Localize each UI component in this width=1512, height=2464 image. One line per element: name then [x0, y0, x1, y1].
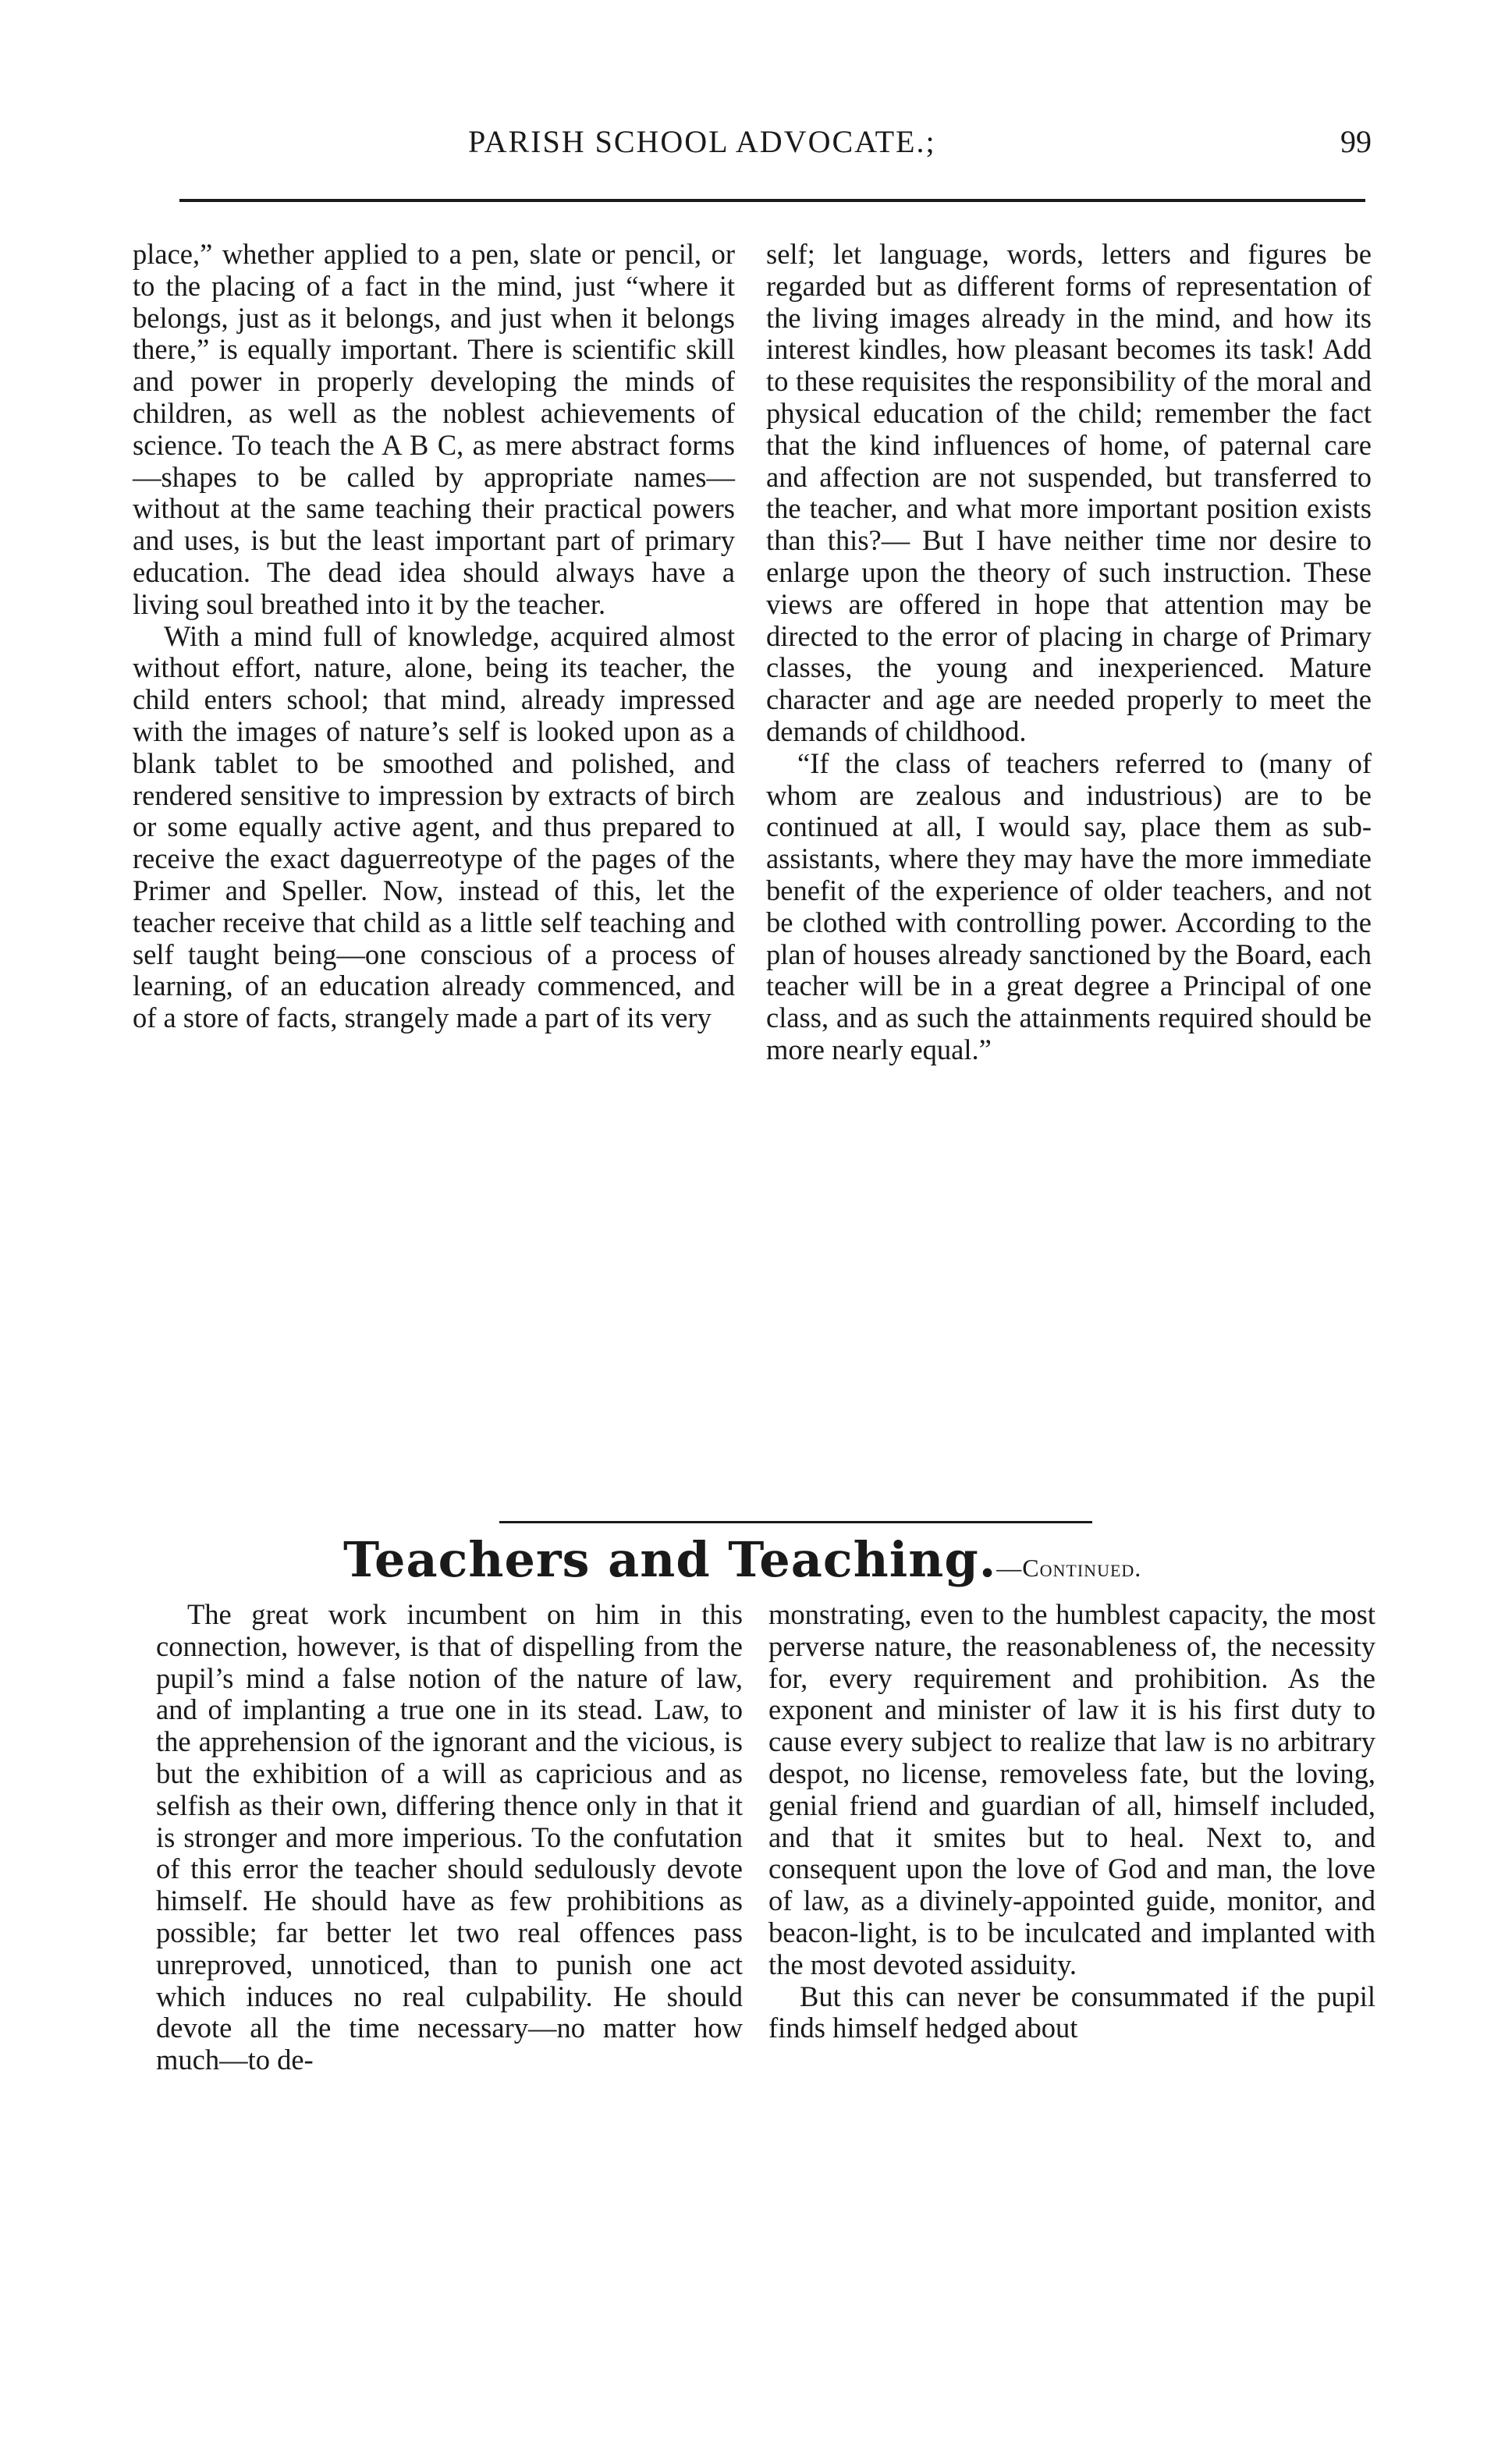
paragraph: The great work incumbent on him in this connection, however, is that of dispelling from the pupil’s mind a false notion of the nature of law, and of implanting a true one in its stead. Law, to the apprehension of the ignorant and the vicious, is but the exhibition of a will as capricious and as selfish as their own, differing thence only in that it is stronger and more imperious. To the confutation of this error the teacher should sedulously devote himself. He should have as few prohibitions as possible; far better let two real offences pass unreproved, unnoticed, than to punish one act which induces no real culpability. He should devote all the time necessary—no matter how much—to de-: [156, 1598, 743, 2076]
section-continued-label: —Continued.: [996, 1554, 1142, 1582]
paragraph: monstrating, even to the humblest capacity, the most perverse nature, the reasonableness of, the necessity for, every requirement and prohibition. As the exponent and minister of law it is his first duty to cause every subject to realize that law is no arbitrary despot, no license, removeless fate, but the loving, genial friend and guardian of all, himself included, and that it smites but to heal. Next to, and consequent upon the love of God and man, the love of law, as a divinely-appointed guide, monitor, and beacon-light, is to be inculcated and implanted with the most devoted assiduity.: [768, 1598, 1375, 1980]
top-left-column: [133, 239, 735, 1034]
paragraph: “If the class of teachers referred to (many of whom are zealous and industrious) are to be continued at all, I would say, place them as sub-assistants, where they may have the more immediate benefit of the experience of older teachers, and not be clothed with controlling power. According to the plan of houses already sanctioned by the Board, each teacher will be in a great degree a Principal of one class, and as such the attainments required should be more nearly equal.”: [766, 746, 1372, 1065]
running-title: PARISH SCHOOL ADVOCATE.;: [468, 124, 936, 159]
page-number: 99: [1340, 124, 1372, 159]
header-rule: [179, 199, 1365, 202]
paragraph: self; let language, words, letters and figures be regarded but as different forms of representation of the living images already in the mind, and how its interest kindles, how pleasant becomes its task! Add to these requisites the responsibility of the moral and physical education of the child; remember the fact that the kind influences of home, of paternal care and affection are not suspended, but transferred to the teacher, and what more important position exists than this?— But I have neither time nor desire to enlarge upon the theory of such instruction. These views are offered in hope that attention may be directed to the error of placing in charge of Primary classes, the young and inexperienced. Mature character and age are needed properly to meet the demands of childhood.: [766, 238, 1372, 747]
bottom-left-column: [156, 1599, 743, 2076]
top-right-column: [766, 239, 1372, 1066]
section-title: Teachers and Teaching.: [343, 1531, 997, 1588]
bottom-right-column: [768, 1599, 1375, 2044]
paragraph: With a mind full of knowledge, acquired almost without effort, nature, alone, being its teacher, the child enters school; that mind, already impressed with the images of nature’s self is looked upon as a blank tablet to be smoothed and polished, and rendered sensitive to impression by extracts of birch or some equally active agent, and thus prepared to receive the exact daguerreotype of the pages of the Primer and Speller. Now, instead of this, let the teacher receive that child as a little self teaching and self taught being—one conscious of a process of learning, of an education already commenced, and of a store of facts, strangely made a part of its very: [133, 619, 735, 1034]
paragraph: place,” whether applied to a pen, slate or pencil, or to the placing of a fact in the mind, just “where it belongs, just as it belongs, and just when it belongs there,” is equally important. There is scientific skill and power in properly developing the minds of children, as well as the noblest achievements of science. To teach the A B C, as mere abstract forms—shapes to be called by appropriate names—without at the same teaching their practical powers and uses, is but the least important part of primary education. The dead idea should always have a living soul breathed into it by the teacher.: [133, 238, 735, 620]
section-heading: [343, 1533, 1280, 1601]
section-divider-rule: [499, 1521, 1092, 1523]
page-header: [133, 117, 1373, 172]
paragraph: But this can never be consummated if the pupil finds himself hedged about: [768, 1980, 1375, 2044]
